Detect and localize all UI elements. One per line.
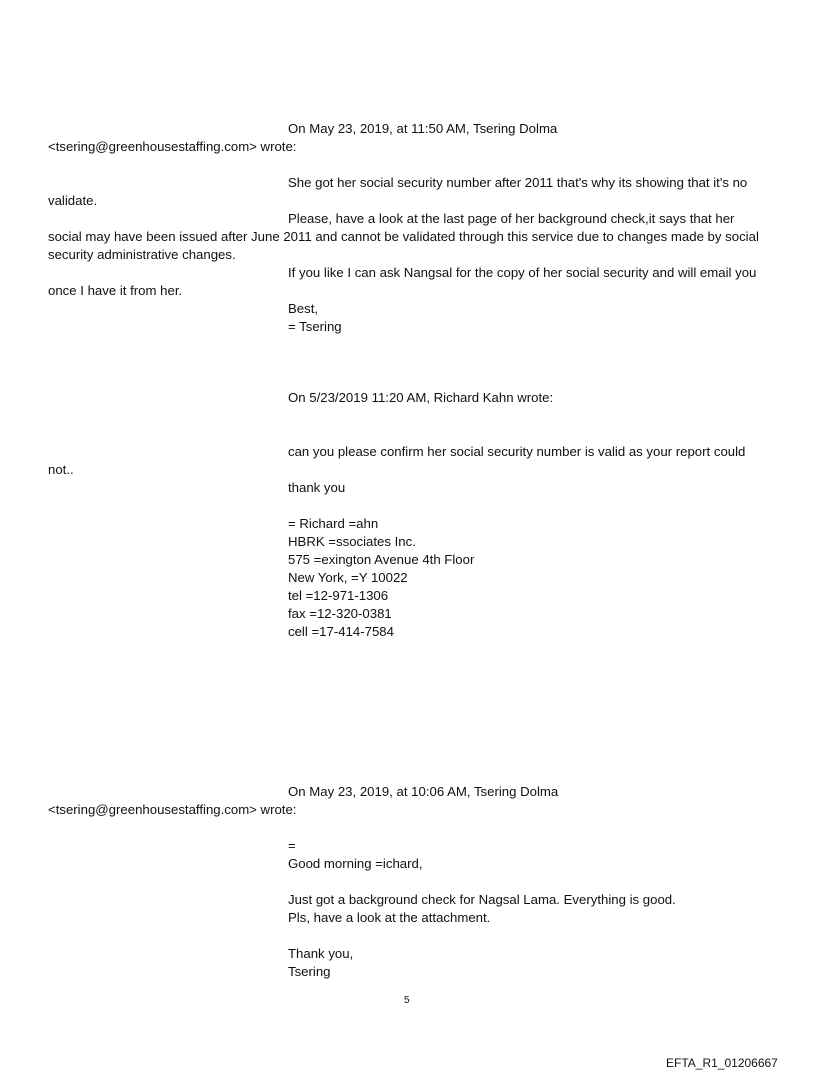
email2-sig-company: HBRK =ssociates Inc. xyxy=(288,534,416,549)
email2-thanks: thank you xyxy=(288,480,346,495)
email2-sig-cell: cell =17-414-7584 xyxy=(288,624,394,639)
email1-p3-line1: If you like I can ask Nangsal for the copy of her social security and will email you xyxy=(288,265,757,280)
email1-p3-line2: once I have it from her. xyxy=(48,283,183,298)
email1-header-line2: <tsering@greenhousestaffing.com> wrote: xyxy=(48,139,297,154)
email2-sig-address2: New York, =Y 10022 xyxy=(288,570,408,585)
email1-p1-line1: She got her social security number after 2011 that's why its showing that it's no xyxy=(288,175,748,190)
email3-body-line1: Just got a background check for Nagsal Lama. Everything is good. xyxy=(288,892,676,907)
email3-header-line2: <tsering@greenhousestaffing.com> wrote: xyxy=(48,802,297,817)
email1-header-line1: On May 23, 2019, at 11:50 AM, Tsering Dolma xyxy=(288,121,558,136)
email3-body-line2: Pls, have a look at the attachment. xyxy=(288,910,491,925)
email2-sig-fax: fax =12-320-0381 xyxy=(288,606,392,621)
email3-closing: Thank you, xyxy=(288,946,354,961)
email2-body-line2: not.. xyxy=(48,462,74,477)
email2-sig-tel: tel =12-971-1306 xyxy=(288,588,389,603)
email1-p2-line2: social may have been issued after June 2011 and cannot be validated through this service due to changes made by social xyxy=(48,229,759,244)
email3-greeting: Good morning =ichard, xyxy=(288,856,423,871)
email3-signature: Tsering xyxy=(288,964,331,979)
email2-header: On 5/23/2019 11:20 AM, Richard Kahn wrote: xyxy=(288,390,554,405)
email1-p2-line1: Please, have a look at the last page of her background check,it says that her xyxy=(288,211,735,226)
email3-eq: = xyxy=(288,838,296,853)
document-id: EFTA_R1_01206667 xyxy=(666,1056,778,1070)
page-number: 5 xyxy=(404,995,410,1006)
email1-signature: = Tsering xyxy=(288,319,342,334)
email2-sig-address1: 575 =exington Avenue 4th Floor xyxy=(288,552,475,567)
email2-sig-name: = Richard =ahn xyxy=(288,516,379,531)
email1-closing: Best, xyxy=(288,301,319,316)
email1-p2-line3: security administrative changes. xyxy=(48,247,236,262)
email2-body-line1: can you please confirm her social security number is valid as your report could xyxy=(288,444,746,459)
email1-p1-line2: validate. xyxy=(48,193,98,208)
email3-header-line1: On May 23, 2019, at 10:06 AM, Tsering Dolma xyxy=(288,784,559,799)
